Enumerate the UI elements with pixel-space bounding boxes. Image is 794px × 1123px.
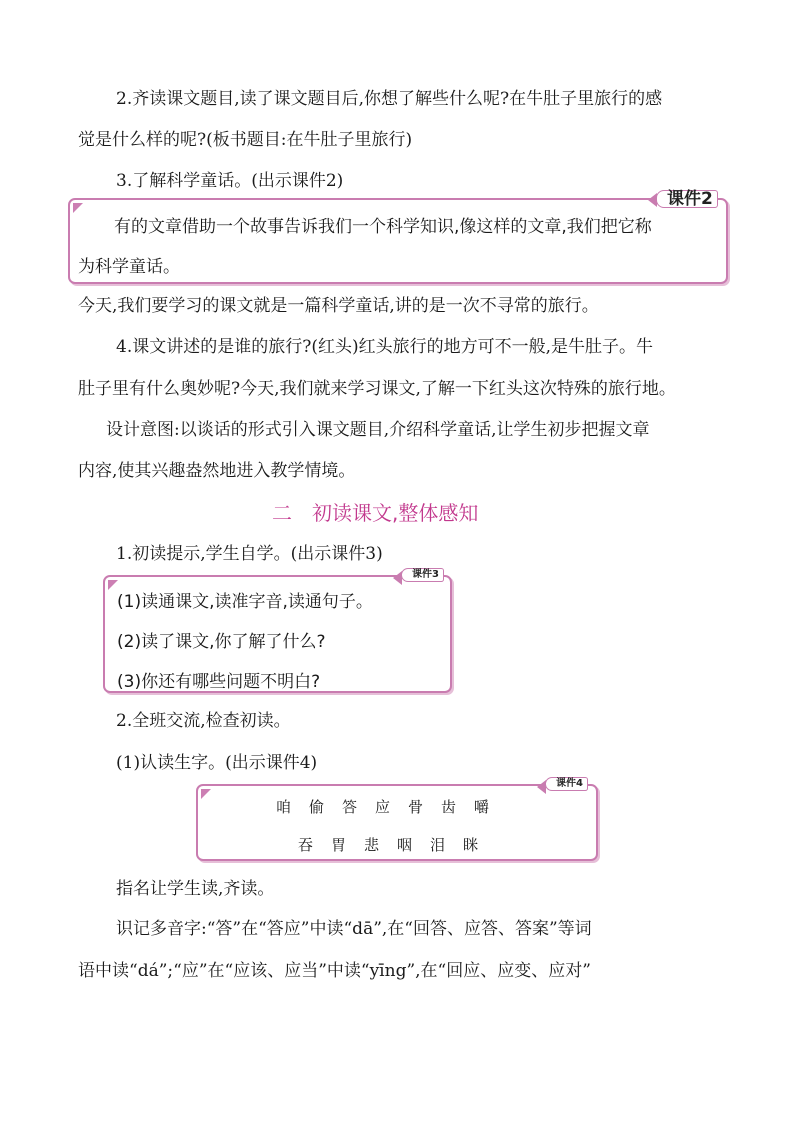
box-text-line: 为科学童话。 (78, 257, 180, 277)
box-item: (2)读了课文,你了解了什么? (117, 632, 326, 652)
paragraph-line: (1)认读生字。(出示课件4) (116, 753, 318, 773)
paragraph-line: 语中读“dá”;“应”在“应该、应当”中读“yīng”,在“回应、应变、应对” (78, 961, 591, 981)
courseware-tag: 课件3 (401, 568, 444, 582)
paragraph-line: 设计意图:以谈话的形式引入课文题目,介绍科学童话,让学生初步把握文章 (106, 420, 650, 440)
courseware-box-3 (103, 569, 452, 693)
paragraph-line: 4.课文讲述的是谁的旅行?(红头)红头旅行的地方可不一般,是牛肚子。牛 (116, 337, 654, 357)
character-row: 吞胃悲咽泪眯 (298, 836, 497, 854)
paragraph-line: 指名让学生读,齐读。 (116, 879, 275, 899)
paragraph-line: 今天,我们要学习的课文就是一篇科学童话,讲的是一次不寻常的旅行。 (78, 296, 599, 316)
box-item: (1)读通课文,读准字音,读通句子。 (117, 592, 373, 612)
paragraph-line: 3.了解科学童话。(出示课件2) (116, 171, 344, 191)
corner-decoration (201, 789, 211, 799)
paragraph-line: 2.全班交流,检查初读。 (116, 711, 291, 731)
box-text-line: 有的文章借助一个故事告诉我们一个科学知识,像这样的文章,我们把它称 (114, 217, 652, 237)
paragraph-line: 2.齐读课文题目,读了课文题目后,你想了解些什么呢?在牛肚子里旅行的感 (116, 89, 663, 109)
paragraph-line: 内容,使其兴趣盎然地进入教学情境。 (78, 461, 356, 481)
box-item: (3)你还有哪些问题不明白? (117, 672, 321, 692)
section-heading: 二 初读课文,整体感知 (272, 501, 479, 525)
courseware-box-4 (196, 778, 598, 861)
corner-decoration (73, 203, 83, 213)
courseware-box-2 (68, 189, 728, 284)
paragraph-line: 肚子里有什么奥妙呢?今天,我们就来学习课文,了解一下红头这次特殊的旅行地。 (78, 379, 676, 399)
paragraph-line: 1.初读提示,学生自学。(出示课件3) (116, 544, 383, 564)
courseware-tag: 课件2 (656, 190, 718, 208)
paragraph-line: 识记多音字:“答”在“答应”中读“dā”,在“回答、应答、答案”等词 (116, 919, 592, 939)
paragraph-line: 觉是什么样的呢?(板书题目:在牛肚子里旅行) (78, 130, 413, 150)
courseware-tag: 课件4 (545, 777, 588, 791)
character-row: 咱偷答应骨齿嚼 (276, 798, 508, 816)
